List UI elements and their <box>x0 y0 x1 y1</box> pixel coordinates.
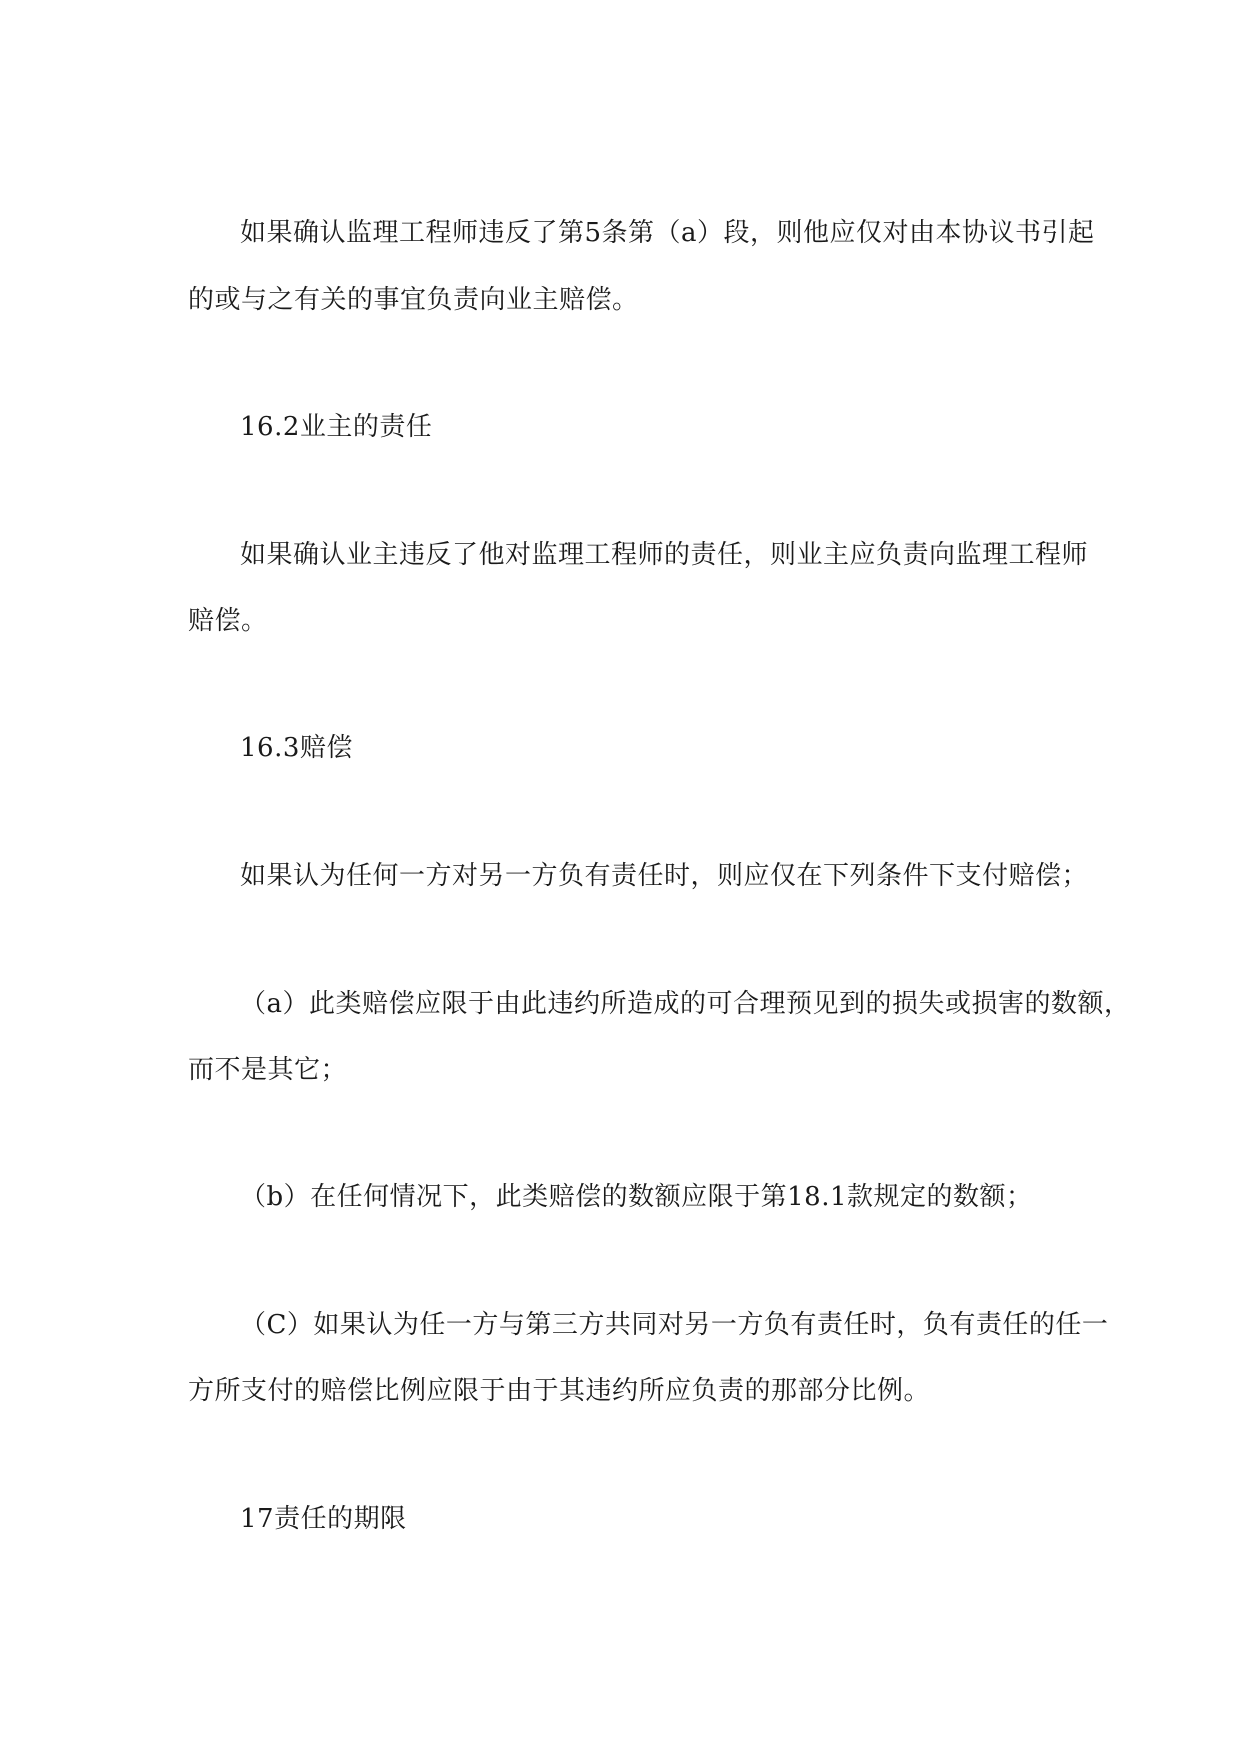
paragraph-owner-liability-line-2: 赔偿。 <box>188 606 268 636</box>
clause-a-line-2: 而不是其它； <box>188 1055 348 1085</box>
paragraph-engineer-liability-line-1: 如果确认监理工程师违反了第5条第（a）段，则他应仅对由本协议书引起 <box>240 218 1095 248</box>
heading-16-2: 16.2业主的责任 <box>240 412 433 442</box>
heading-16-3: 16.3赔偿 <box>240 733 353 763</box>
paragraph-engineer-liability-line-2: 的或与之有关的事宜负责向业主赔偿。 <box>188 285 639 315</box>
clause-c-line-1: （C）如果认为任一方与第三方共同对另一方负有责任时，负有责任的任一 <box>240 1310 1109 1340</box>
clause-b: （b）在任何情况下，此类赔偿的数额应限于第18.1款规定的数额； <box>240 1182 1033 1212</box>
paragraph-owner-liability-line-1: 如果确认业主违反了他对监理工程师的责任，则业主应负责向监理工程师 <box>240 540 1089 570</box>
clause-a-line-1: （a）此类赔偿应限于由此违约所造成的可合理预见到的损失或损害的数额， <box>240 989 1131 1019</box>
clause-c-line-2: 方所支付的赔偿比例应限于由于其违约所应负责的那部分比例。 <box>188 1376 931 1406</box>
paragraph-compensation-intro: 如果认为任何一方对另一方负有责任时，则应仅在下列条件下支付赔偿； <box>240 861 1089 891</box>
heading-17: 17责任的期限 <box>240 1504 407 1534</box>
